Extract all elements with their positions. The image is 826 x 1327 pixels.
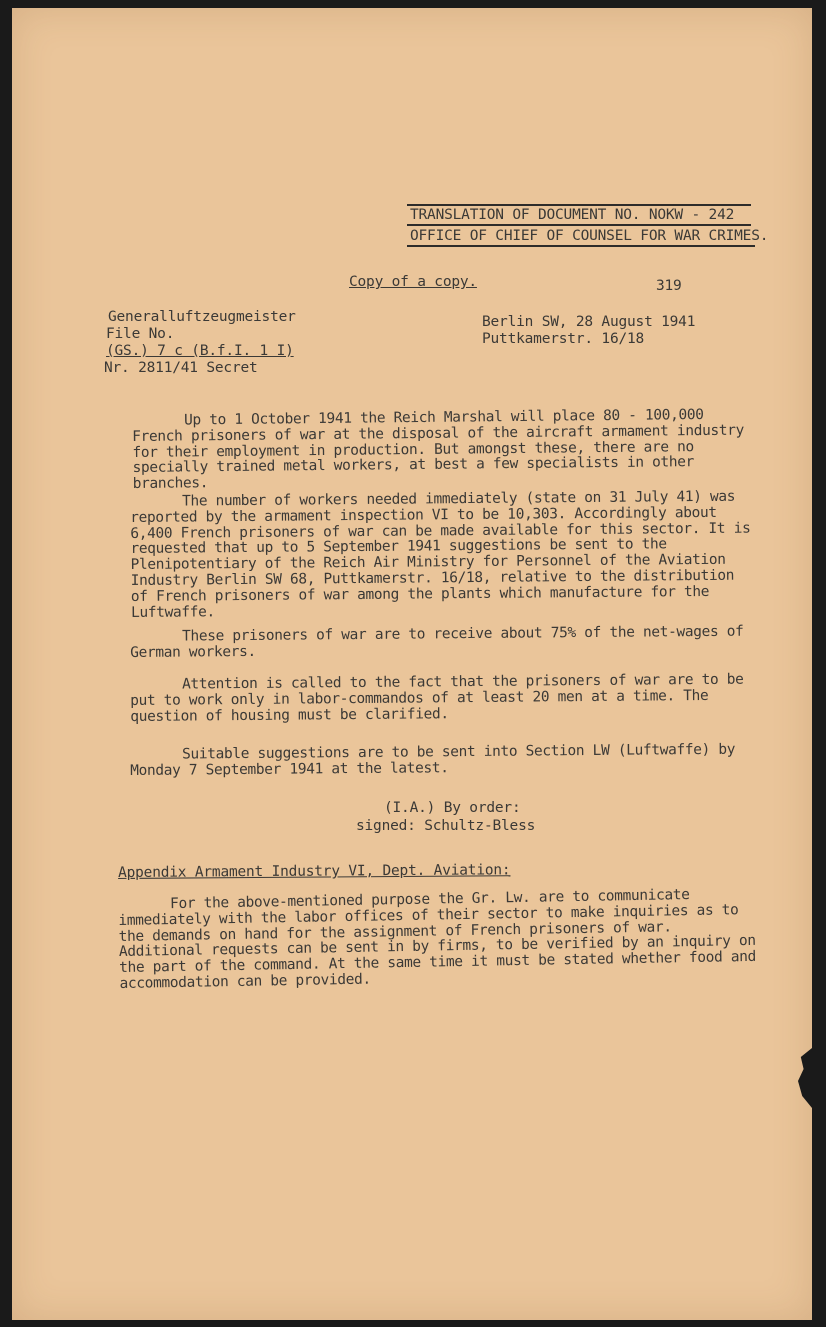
header-bottom-rule <box>407 245 755 247</box>
body-paragraph-5: Suitable suggestions are to be sent into Section LW (Luftwaffe) by Monday 7 September 1941 at the latest. <box>130 741 736 779</box>
copy-note: Copy of a copy. <box>349 274 477 290</box>
header-middle-rule <box>407 224 751 226</box>
appendix-body: For the above-mentioned purpose the Gr. Lw. are to communicate immediately with the labor offices of their sector to make inquiries as to the demands on hand for the assignment of French prisoners of war. Additional requests can be sent in by firms, to be verified by an inquiry on the part of the command. At the same time it must be stated whether food and accommodation can be provided. <box>118 887 757 992</box>
signature-signed: signed: Schultz-Bless <box>356 818 536 834</box>
body-paragraph-3: These prisoners of war are to receive about 75% of the net-wages of German workers. <box>130 623 744 661</box>
file-number-label: File No. <box>106 326 175 342</box>
secret-number: Nr. 2811/41 Secret <box>104 360 258 376</box>
body-paragraph-2: The number of workers needed immediately (state on 31 July 41) was reported by the armament inspection VI to be 10,303. Accordingly about 6,400 French prisoners of war can be made available for this sector. It is requested that up to 5 September 1941 suggestions be sent to the Plenipotentiary of the Reich Air Ministry for Personnel of the Aviation Industry Berlin SW 68, Puttkamerstr. 16/18, relative to the distribution of French prisoners of war among the plants which manufacture for the Luftwaffe. <box>130 488 751 621</box>
header-top-rule <box>407 204 751 206</box>
torn-edge <box>798 1048 812 1108</box>
appendix-heading: Appendix Armament Industry VI, Dept. Aviation: <box>118 862 511 881</box>
document-page <box>12 8 812 1320</box>
office-line: OFFICE OF CHIEF OF COUNSEL FOR WAR CRIMES. <box>410 228 769 244</box>
page-number: 319 <box>656 278 682 294</box>
body-paragraph-4: Attention is called to the fact that the prisoners of war are to be put to work only in labor-commandos of at least 20 men at a time. The question of housing must be clarified. <box>130 671 744 725</box>
sender-office: Generalluftzeugmeister <box>108 309 296 325</box>
translation-line: TRANSLATION OF DOCUMENT NO. NOKW - 242 <box>410 207 735 223</box>
signature-by-order: (I.A.) By order: <box>384 800 521 816</box>
body-paragraph-1: Up to 1 October 1941 the Reich Marshal will place 80 - 100,000 French prisoners of war at the disposal of the aircraft armament industry for their employment in production. But amongst these, there are no specially trained metal workers, at best a few specialists in other branches. <box>132 407 745 493</box>
place-date: Berlin SW, 28 August 1941 <box>482 314 696 330</box>
street-address: Puttkamerstr. 16/18 <box>482 331 645 347</box>
file-reference: (GS.) 7 c (B.f.I. 1 I) <box>106 343 294 359</box>
